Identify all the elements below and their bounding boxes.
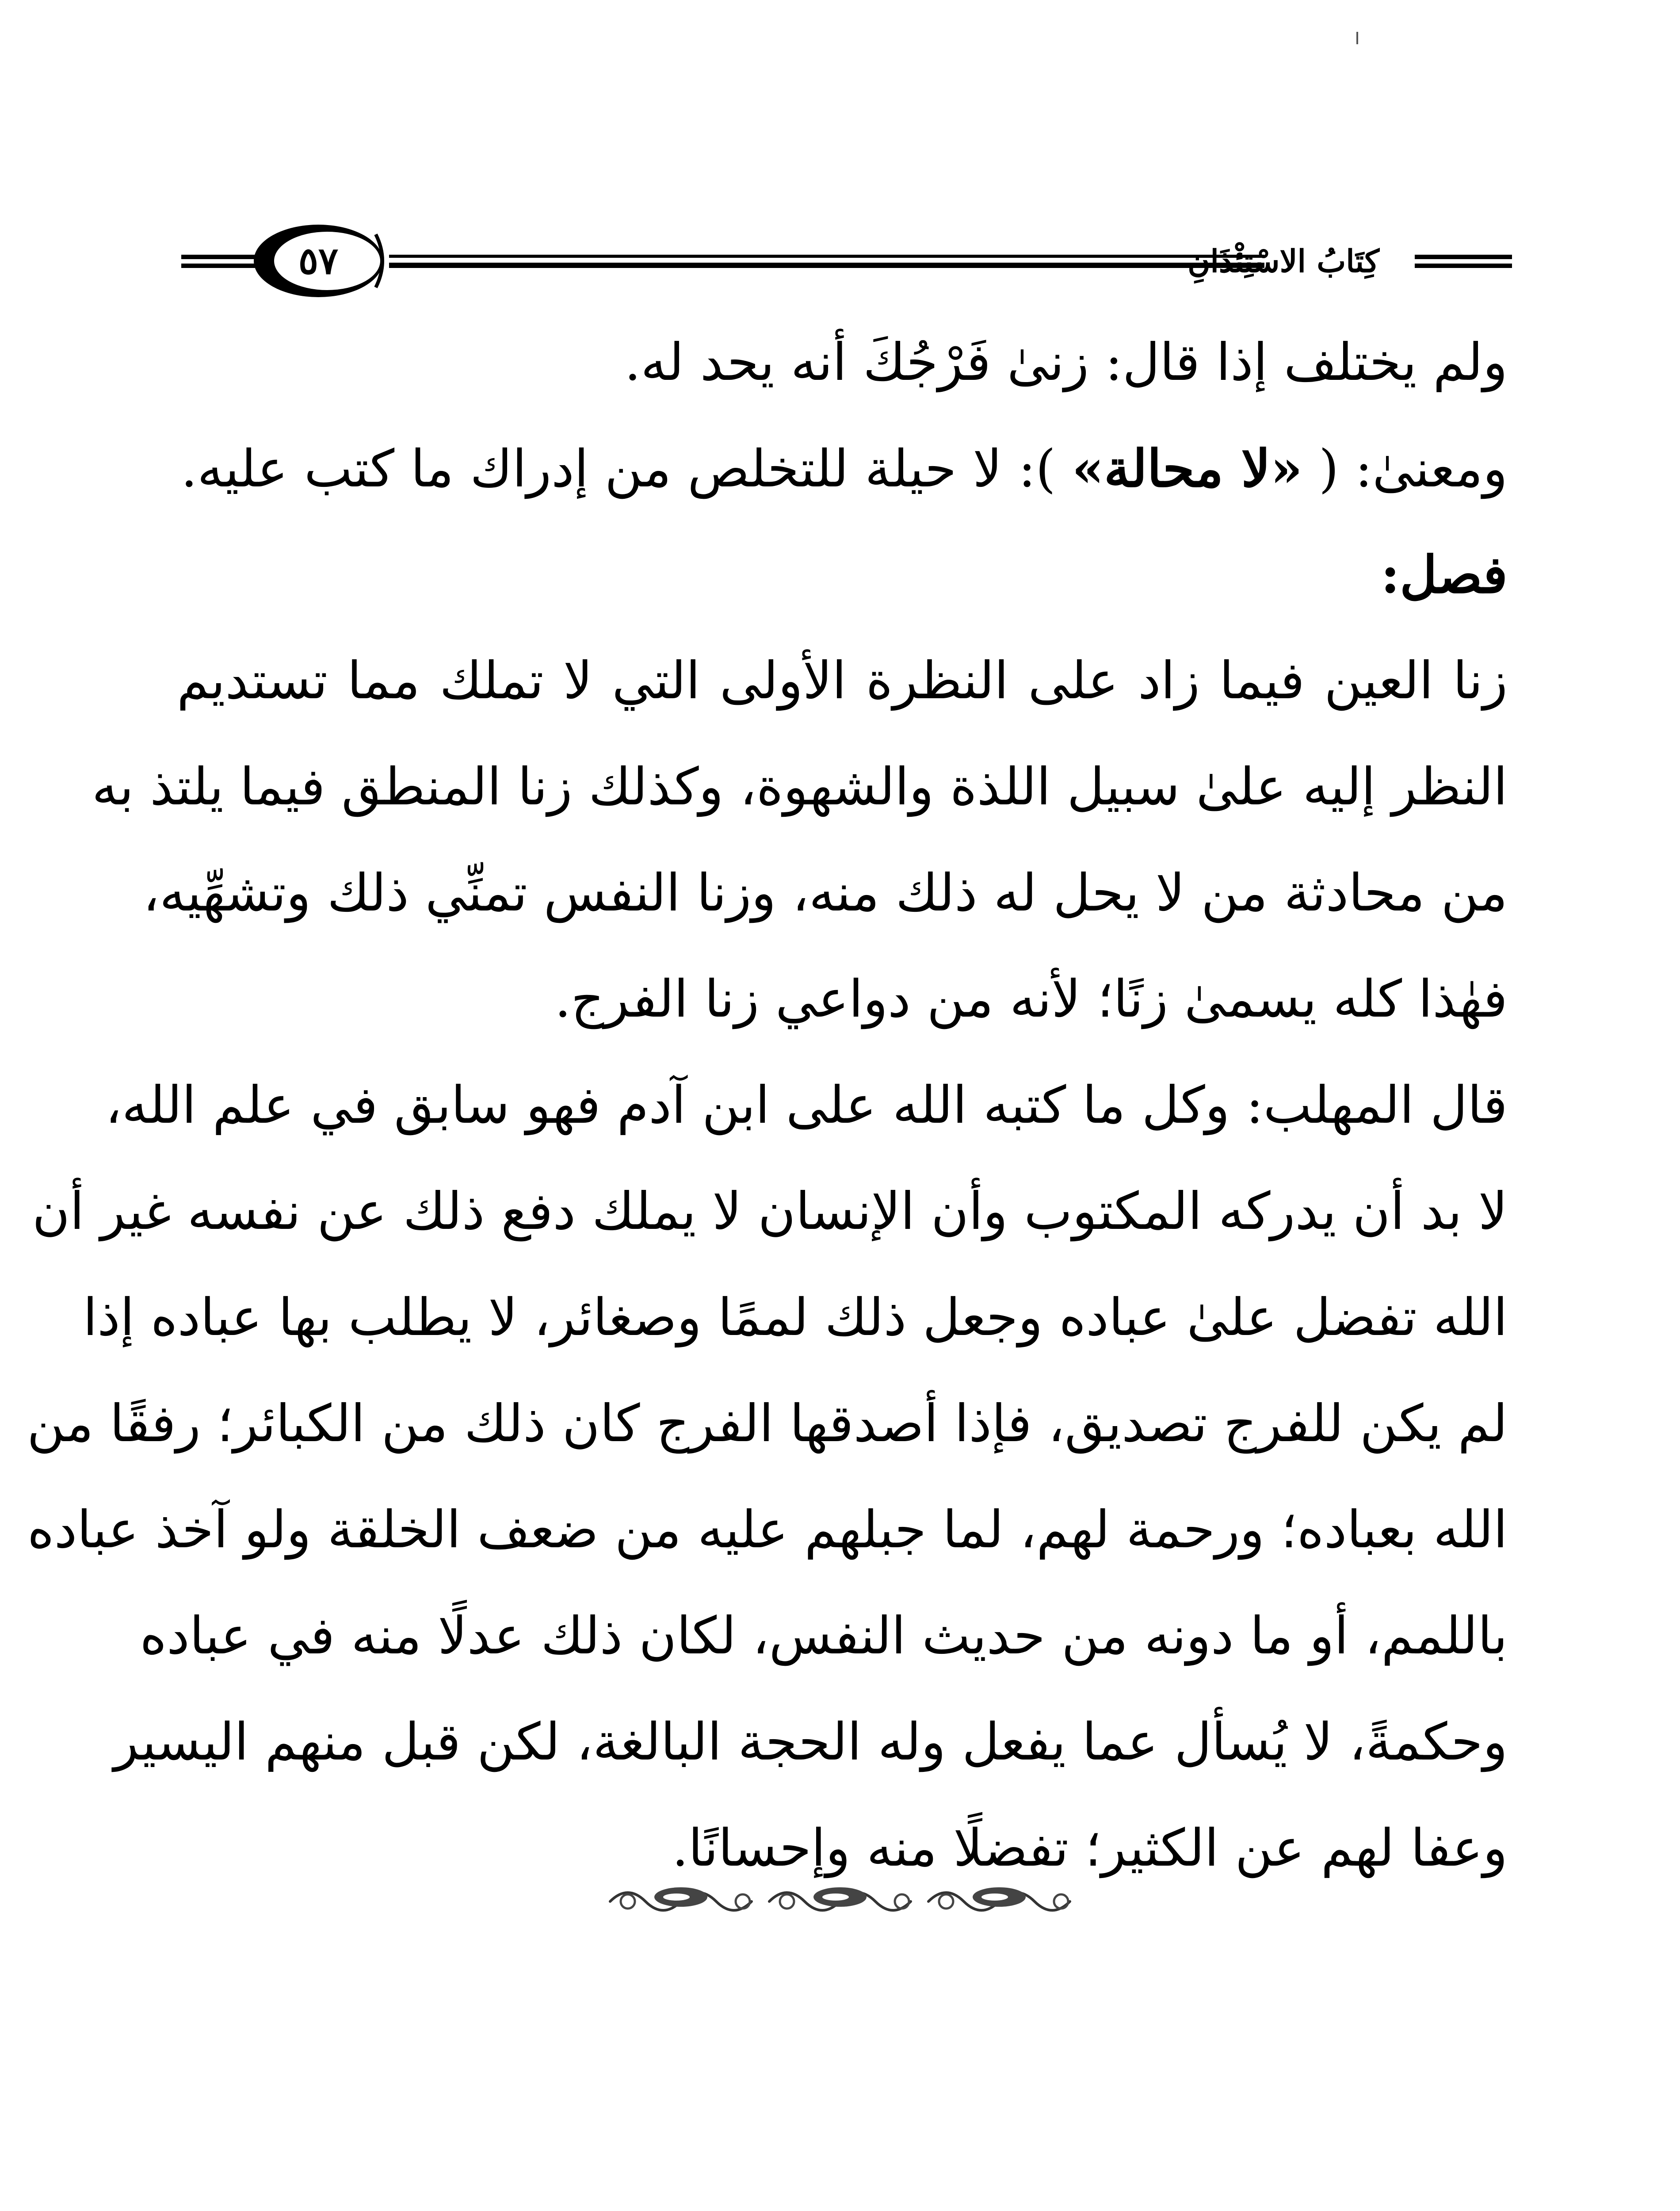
running-title: كِتَابُ الاسْتِئْذَانِ bbox=[1187, 243, 1379, 279]
paragraph-line: من محادثة من لا يحل له ذلك منه، وزنا النفس تمنِّي ذلك وتشهِّيه، bbox=[143, 863, 1508, 923]
paragraph-line: الله تفضل علىٰ عباده وجعل ذلك لممًا وصغائر، لا يطلب بها عباده إذا bbox=[83, 1288, 1508, 1347]
page-body bbox=[27, 310, 1508, 1901]
paragraph-line: فهٰذا كله يسمىٰ زنًا؛ لأنه من دواعي زنا الفرج. bbox=[554, 969, 1508, 1029]
bold-term: «لا محالة» bbox=[1072, 439, 1303, 499]
paragraph-line: قال المهلب: وكل ما كتبه الله على ابن آدم فهو سابق في علم الله، bbox=[105, 1075, 1508, 1135]
text-fragment: ومعنىٰ: ( bbox=[1302, 439, 1508, 499]
page-header bbox=[181, 217, 1512, 305]
page-number: ٥٧ bbox=[298, 239, 339, 283]
paragraph-line: زنا العين فيما زاد على النظرة الأولى التي لا تملك مما تستديم bbox=[177, 651, 1508, 711]
paragraph-line: الله بعباده؛ ورحمة لهم، لما جبلهم عليه من ضعف الخلقة ولو آخذ عباده bbox=[27, 1500, 1508, 1560]
paragraph-line: وحكمةً، لا يُسأل عما يفعل وله الحجة البالغة، لكن قبل منهم اليسير bbox=[114, 1712, 1508, 1772]
section-heading: فصل: bbox=[1381, 545, 1508, 605]
text-fragment: ): لا حيلة للتخلص من إدراك ما كتب عليه. bbox=[181, 439, 1072, 499]
floral-divider-ornament bbox=[601, 1871, 1079, 1928]
paragraph-line: لا بد أن يدركه المكتوب وأن الإنسان لا يملك دفع ذلك عن نفسه غير أن bbox=[32, 1182, 1508, 1241]
text-line bbox=[177, 416, 1508, 522]
floral-divider-icon bbox=[601, 1871, 1079, 1928]
paragraph-line: لم يكن للفرج تصديق، فإذا أصدقها الفرج كان ذلك من الكبائر؛ رفقًا من bbox=[27, 1394, 1508, 1454]
text-line: ولم يختلف إذا قال: زنىٰ فَرْجُكَ أنه يحد له. bbox=[624, 333, 1508, 392]
paragraph-line: وعفا لهم عن الكثير؛ تفضلًا منه وإحسانًا. bbox=[672, 1818, 1508, 1878]
page-number-badge bbox=[252, 221, 385, 301]
scan-speck bbox=[1356, 32, 1358, 44]
paragraph-line: باللمم، أو ما دونه من حديث النفس، لكان ذلك عدلًا منه في عباده bbox=[140, 1606, 1508, 1666]
paragraph-line: النظر إليه علىٰ سبيل اللذة والشهوة، وكذلك زنا المنطق فيما يلتذ به bbox=[92, 757, 1508, 817]
